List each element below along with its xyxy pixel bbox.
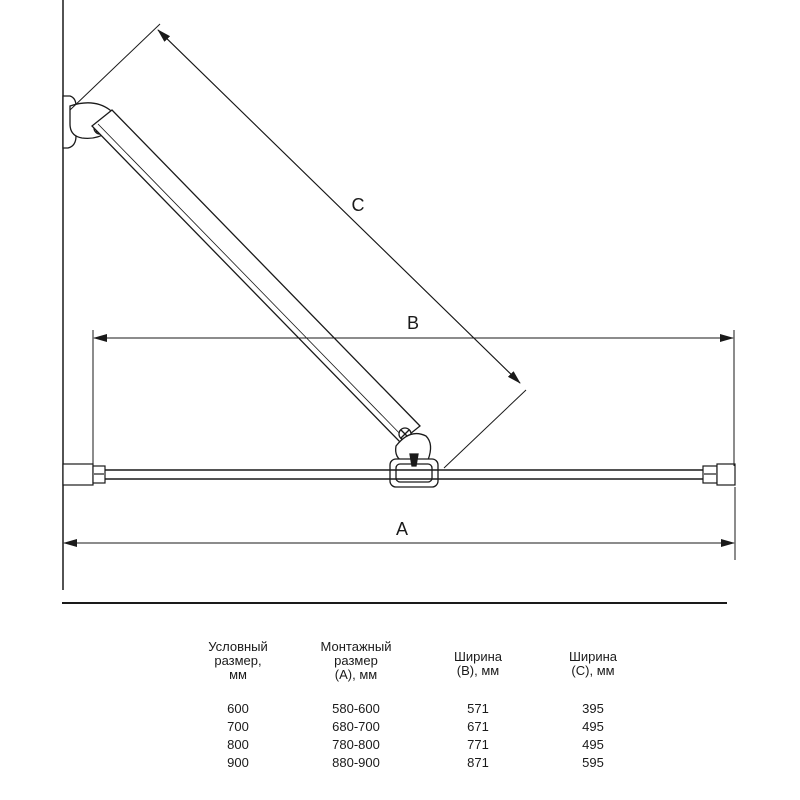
table-header-row	[190, 640, 656, 682]
left-wall-profile	[63, 464, 105, 485]
cell-width-c: 495	[582, 737, 604, 752]
header-width-c: Ширина (C), мм	[568, 649, 618, 678]
cell-mounting: 880-900	[332, 755, 380, 770]
cell-width-b: 571	[467, 701, 489, 716]
dimension-c-label: C	[351, 195, 365, 215]
cell-nominal: 600	[227, 701, 249, 716]
dimension-c	[70, 24, 526, 468]
cell-width-c: 495	[582, 719, 604, 734]
header-mounting-size: Монтажный размер (A), мм	[320, 639, 392, 682]
cell-nominal: 800	[227, 737, 249, 752]
table-divider	[62, 602, 727, 604]
table-row	[190, 700, 656, 718]
header-nominal-size: Условный размер, мм	[208, 639, 268, 682]
cell-nominal: 900	[227, 755, 249, 770]
dimension-b-label: B	[406, 313, 420, 333]
right-wall-profile	[703, 464, 735, 485]
support-bar	[92, 110, 420, 442]
cell-mounting: 780-800	[332, 737, 380, 752]
cell-width-c: 595	[582, 755, 604, 770]
cell-width-c: 395	[582, 701, 604, 716]
size-table	[190, 640, 656, 772]
table-row	[190, 754, 656, 772]
header-width-b: Ширина (B), мм	[453, 649, 503, 678]
cell-mounting: 680-700	[332, 719, 380, 734]
dimension-a-label: A	[395, 519, 409, 539]
cell-nominal: 700	[227, 719, 249, 734]
table-row	[190, 736, 656, 754]
cell-width-b: 771	[467, 737, 489, 752]
cell-mounting: 580-600	[332, 701, 380, 716]
cell-width-b: 871	[467, 755, 489, 770]
table-row	[190, 718, 656, 736]
cell-width-b: 671	[467, 719, 489, 734]
